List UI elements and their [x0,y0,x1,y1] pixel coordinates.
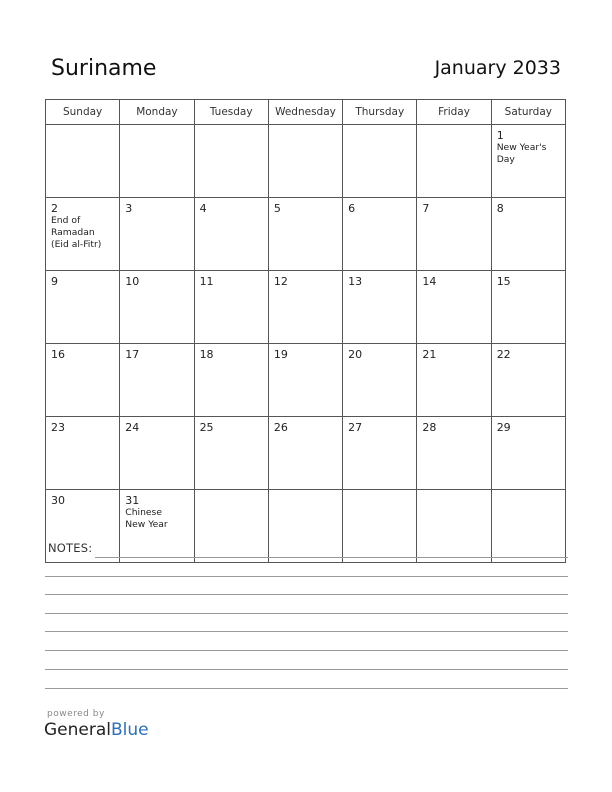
calendar-day-cell [491,125,565,198]
calendar-day-cell [417,344,491,417]
day-number: 31 [125,494,140,507]
calendar-day-cell [268,417,342,490]
day-number: 20 [348,348,363,361]
weekday-header: Monday [120,100,194,125]
calendar-day-cell [120,417,194,490]
weekday-header: Wednesday [268,100,342,125]
day-number: 22 [496,348,511,361]
holiday-label: Chinese New Year [125,507,168,530]
brand-name-general: General [44,720,111,740]
calendar-day-cell [120,344,194,417]
calendar-day-cell [343,490,417,563]
day-number: 13 [348,275,363,288]
calendar-day-cell [417,125,491,198]
calendar-day-cell [491,490,565,563]
calendar-day-cell [417,271,491,344]
notes-line [45,688,568,689]
calendar-week-row [46,490,566,563]
calendar-week-row [46,198,566,271]
notes-line [45,631,568,632]
calendar-day-cell [268,271,342,344]
day-number: 19 [273,348,288,361]
calendar-day-cell [120,198,194,271]
day-number: 11 [199,275,214,288]
day-number: 2 [51,202,58,215]
day-number: 23 [51,421,65,434]
calendar-day-cell [46,344,120,417]
calendar-grid [45,99,566,563]
day-number: 18 [199,348,214,361]
calendar-day-cell [194,198,268,271]
day-number: 17 [125,348,140,361]
calendar-day-cell [343,271,417,344]
day-number: 25 [199,421,214,434]
day-number: 27 [348,421,363,434]
weekday-header: Sunday [46,100,120,125]
notes-line [45,669,568,670]
notes-line [45,594,568,595]
holiday-label: End of Ramadan (Eid al-Fitr) [51,215,102,250]
day-number: 28 [422,421,437,434]
day-number: 7 [422,202,430,215]
calendar-day-cell [194,344,268,417]
calendar-day-cell [194,490,268,563]
calendar-day-cell [120,125,194,198]
calendar-day-cell [343,344,417,417]
calendar-day-cell [343,125,417,198]
calendar-day-cell [417,198,491,271]
day-number: 14 [422,275,437,288]
day-number: 16 [51,348,65,361]
day-number: 26 [273,421,288,434]
calendar-day-cell [194,417,268,490]
weekday-header: Thursday [343,100,417,125]
calendar-country-title: Suriname [51,56,157,81]
notes-line [45,576,568,577]
calendar-day-cell [46,271,120,344]
day-number: 3 [125,202,133,215]
day-number: 21 [422,348,437,361]
notes-line [95,557,568,558]
day-number: 6 [348,202,356,215]
day-number: 4 [199,202,207,215]
day-number: 8 [496,202,504,215]
calendar-day-cell [491,271,565,344]
calendar-day-cell [268,344,342,417]
day-number: 5 [273,202,281,215]
calendar-day-cell [46,198,120,271]
calendar-week-row [46,125,566,198]
calendar-day-cell [46,417,120,490]
calendar-day-cell [417,490,491,563]
day-number: 30 [51,494,65,507]
calendar-day-cell [268,198,342,271]
calendar-day-cell [194,271,268,344]
generalblue-logo[interactable] [44,720,149,740]
calendar-day-cell [343,198,417,271]
calendar-day-cell [268,490,342,563]
notes-line [45,650,568,651]
notes-line [45,613,568,614]
calendar-day-cell [417,417,491,490]
calendar-day-cell [120,271,194,344]
notes-label: NOTES: [48,541,93,555]
calendar-day-cell [343,417,417,490]
day-number: 1 [496,129,504,142]
weekday-header: Saturday [491,100,565,125]
day-number: 10 [125,275,140,288]
day-number: 9 [51,275,58,288]
calendar-day-cell [194,125,268,198]
calendar-month-title: January 2033 [434,57,561,79]
holiday-label: New Year's Day [496,142,547,165]
calendar-day-cell [46,125,120,198]
day-number: 15 [496,275,511,288]
calendar-week-row [46,344,566,417]
calendar-day-cell [268,125,342,198]
day-number: 24 [125,421,140,434]
day-number: 12 [273,275,288,288]
weekday-header: Tuesday [194,100,268,125]
calendar-day-cell [491,344,565,417]
calendar-week-row [46,417,566,490]
calendar-day-cell [491,198,565,271]
calendar-day-cell [491,417,565,490]
brand-name-blue: Blue [111,720,149,740]
calendar-week-row [46,271,566,344]
day-number: 29 [496,421,511,434]
weekday-header: Friday [417,100,491,125]
weekday-header-row [46,100,566,125]
calendar-day-cell [120,490,194,563]
powered-by-label: powered by [47,709,105,719]
